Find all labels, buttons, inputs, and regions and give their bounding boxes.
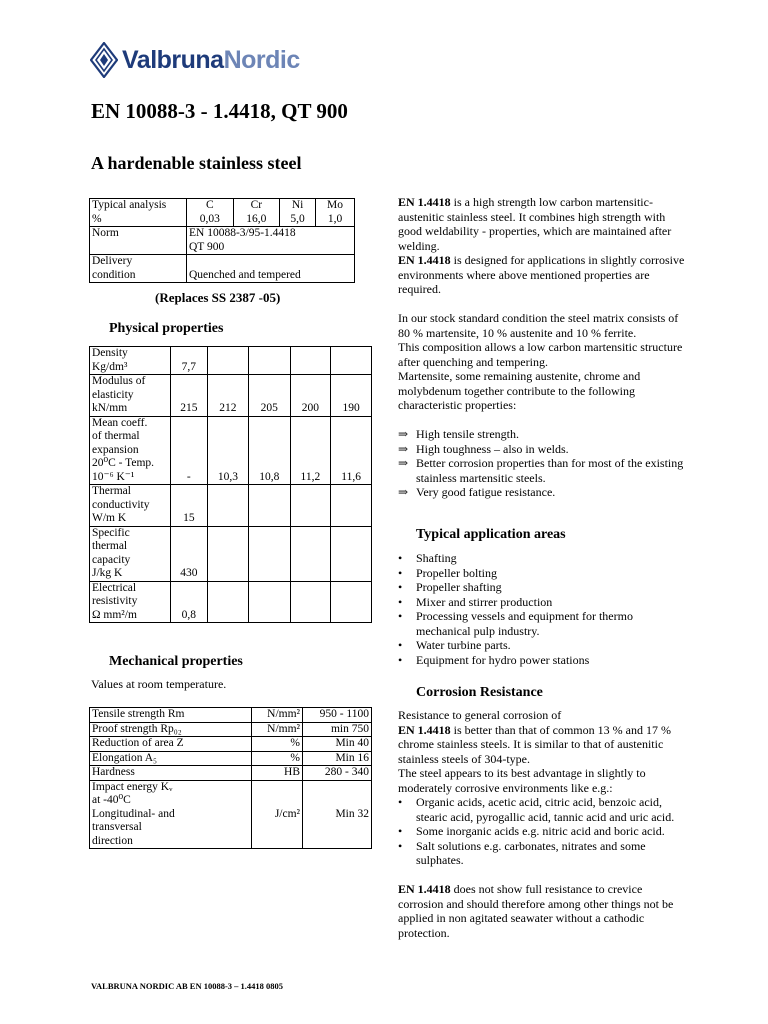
property-value [207,526,248,581]
list-item: • Some inorganic acids e.g. nitric acid and boric acid. [398,824,665,838]
logo-text-valbruna: Valbruna [122,45,224,74]
intro-paragraph: EN 1.4418 is a high strength low carbon martensitic-austenitic stainless steel. It combines high strength with good weldability - properties, which are maintained after welding. [398,195,672,253]
list-item: ⇒ High tensile strength. [398,427,519,441]
list-item: • Water turbine parts. [398,638,511,652]
bullet-icon: • [398,609,403,623]
property-value [249,581,290,623]
property-value: 430 [171,526,208,581]
intro-paragraph: EN 1.4418 is designed for applications in slightly corrosive environments where above mentioned properties are required. [398,253,685,296]
corrosion-paragraph: The steel appears to its best advantage in slightly to moderately corrosive environments like e.g.: [398,766,646,795]
bullet-icon: • [398,580,403,594]
physical-table [89,346,372,623]
analysis-table [89,198,355,283]
mechanical-note: Values at room temperature. [91,677,227,691]
property-value: 11,2 [290,416,331,485]
norm-value: EN 10088-3/95-1.4418 QT 900 [187,227,355,255]
property-value [290,526,331,581]
physical-heading: Physical properties [109,321,224,336]
property-value: - [171,416,208,485]
property-value [249,347,290,375]
list-item: • Organic acids, acetic acid, citric acid, benzoic acid, stearic acid, pyrogallic acid, tannic acid and uric acid. [398,795,675,824]
bullet-icon: • [398,838,403,853]
arrow-icon: ⇒ [398,456,409,470]
table-row [90,255,355,283]
replaces-note: (Replaces SS 2387 -05) [155,290,281,305]
corrosion-text [398,708,688,940]
property-label: Thermal conductivity W/m K [90,485,171,527]
table-row [90,375,372,417]
arrow-icon: ⇒ [398,427,409,441]
property-value: 0,8 [171,581,208,623]
property-value [331,526,372,581]
property-value [207,485,248,527]
list-item: • Salt solutions e.g. carbonates, nitrates and some sulphates. [398,838,646,867]
list-item: • Processing vessels and equipment for thermo mechanical pulp industry. [398,609,633,638]
mechanical-label: Reduction of area Z [90,737,252,752]
properties-list [398,427,688,500]
property-label: Density Kg/dm³ [90,347,171,375]
property-value: 212 [207,375,248,417]
property-label: Mean coeff. of thermal expansion 20⁰C - Temp. 10⁻⁶ K⁻¹ [90,416,171,485]
list-item: ⇒ Very good fatigue resistance. [398,485,556,499]
mechanical-unit: N/mm² [252,708,303,723]
bullet-icon: • [398,824,403,838]
arrow-icon: ⇒ [398,441,409,456]
applications-list [398,551,688,667]
mechanical-unit: J/cm² [252,780,303,849]
list-item: • Mixer and stirrer production [398,594,553,609]
property-label: Modulus of elasticity kN/mm [90,375,171,417]
company-logo [90,42,300,78]
mechanical-value: Min 32 [303,780,372,849]
list-item: • Shafting [398,551,457,565]
page-title: EN 10088-3 - 1.4418, QT 900 [91,99,348,123]
corrosion-paragraph: EN 1.4418 does not show full resistance to crevice corrosion and should therefore among other things not be applied in non agitated seawater without a cathodic protection. [398,882,674,940]
delivery-label: Delivery condition [90,255,187,283]
delivery-value: Quenched and tempered [187,255,355,283]
property-value [249,526,290,581]
mechanical-unit: % [252,737,303,752]
element-ni: Ni 5,0 [280,199,316,227]
list-item: • Propeller shafting [398,580,502,594]
table-row [90,780,372,849]
table-row [90,199,355,227]
logo-text-nordic: Nordic [223,45,300,74]
list-item: ⇒ High toughness – also in welds. [398,441,569,456]
property-label: Specific thermal capacity J/kg K [90,526,171,581]
list-item: • Equipment for hydro power stations [398,652,590,667]
property-value [290,581,331,623]
mechanical-label: Proof strength Rp₀₂ [90,722,252,737]
applications-heading: Typical application areas [416,527,566,542]
corrosion-paragraph: Resistance to general corrosion of [398,708,562,722]
mechanical-value: 950 - 1100 [303,708,372,723]
valbruna-diamond-icon [90,42,118,78]
table-row [90,766,372,781]
mechanical-heading: Mechanical properties [109,654,243,669]
property-value: 7,7 [171,347,208,375]
property-value [207,347,248,375]
mechanical-unit: % [252,751,303,766]
property-value [331,485,372,527]
mechanical-value: Min 40 [303,737,372,752]
property-value [331,347,372,375]
table-row [90,581,372,623]
list-item: • Propeller bolting [398,565,497,580]
intro-paragraph: Martensite, some remaining austenite, chrome and molybdenum together contribute to the following characteristic properties: [398,369,641,412]
table-row [90,722,372,737]
table-row [90,347,372,375]
table-row [90,751,372,766]
bullet-icon: • [398,638,403,652]
property-value [290,485,331,527]
corrosion-heading: Corrosion Resistance [416,685,543,700]
intro-text [398,195,688,500]
property-value: 15 [171,485,208,527]
norm-label: Norm [90,227,187,255]
table-row [90,227,355,255]
property-value: 215 [171,375,208,417]
mechanical-label: Hardness [90,766,252,781]
mechanical-label: Tensile strength Rm [90,708,252,723]
property-value: 200 [290,375,331,417]
mechanical-label: Impact energy Kᵥ at -40⁰C Longitudinal- and transversal direction [90,780,252,849]
mechanical-value: 280 - 340 [303,766,372,781]
intro-paragraph: In our stock standard condition the steel matrix consists of 80 % martensite, 10 % austenite and 10 % ferrite. [398,311,679,340]
property-value: 11,6 [331,416,372,485]
page-footer: VALBRUNA NORDIC AB EN 10088-3 – 1.4418 0805 [91,981,284,991]
intro-paragraph: This composition allows a low carbon martensitic structure after quenching and tempering. [398,340,683,369]
property-label: Electrical resistivity Ω mm²/m [90,581,171,623]
corrosion-paragraph: EN 1.4418 is better than that of common 13 % and 17 % chrome stainless steels. It is similar to that of austenitic stainless steels of 304-type. [398,722,671,766]
table-row [90,737,372,752]
mechanical-value: Min 16 [303,751,372,766]
mechanical-unit: N/mm² [252,722,303,737]
table-row [90,416,372,485]
bullet-icon: • [398,565,403,580]
table-row [90,485,372,527]
page-subtitle: A hardenable stainless steel [91,153,302,173]
property-value: 10,8 [249,416,290,485]
list-item: ⇒ Better corrosion properties than for most of the existing stainless martensitic steels. [398,456,684,485]
element-cr: Cr 16,0 [233,199,280,227]
property-value: 190 [331,375,372,417]
mechanical-value: min 750 [303,722,372,737]
table-row [90,708,372,723]
corrosion-list [398,795,688,868]
mechanical-label: Elongation A₅ [90,751,252,766]
arrow-icon: ⇒ [398,485,409,499]
element-mo: Mo 1,0 [316,199,355,227]
property-value [249,485,290,527]
bullet-icon: • [398,652,403,667]
bullet-icon: • [398,551,403,565]
property-value: 205 [249,375,290,417]
property-value [331,581,372,623]
analysis-label: Typical analysis % [90,199,187,227]
mechanical-table [89,707,372,849]
property-value [207,581,248,623]
bullet-icon: • [398,594,403,609]
table-row [90,526,372,581]
bullet-icon: • [398,795,403,809]
element-c: C 0,03 [187,199,234,227]
mechanical-unit: HB [252,766,303,781]
property-value [290,347,331,375]
property-value: 10,3 [207,416,248,485]
